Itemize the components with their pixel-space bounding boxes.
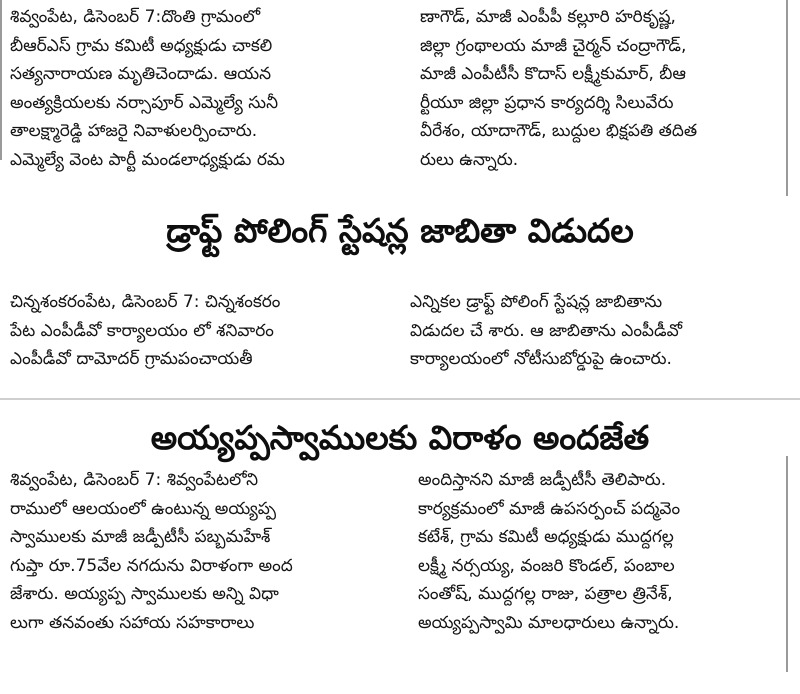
text-line: గుప్తా రూ.75వేల నగదును విరాళంగా అంద	[10, 555, 293, 576]
text-line: వీరేశం, యాదాగౌడ్, బుద్దుల భిక్షపతి తదిత	[420, 121, 698, 141]
text-line: లక్ష్మీ నర్సయ్య, వంజరి కొండల్, పంబాల	[418, 555, 675, 576]
text-line: అంత్యక్రియలకు నర్సాపూర్ ఎమ్మెల్యే సునీ	[10, 92, 278, 113]
text-line: ణాగౌడ్, మాజీ ఎంపీపీ కల్లూరి హరికృష్ణ,	[420, 7, 676, 27]
article2-headline: డ్రాఫ్ట్ పోలింగ్ స్టేషన్ల జాబితా విడుదల	[166, 211, 634, 250]
text-line: కార్యాలయంలో నోటీసుబోర్డుపై ఉంచారు.	[410, 349, 672, 369]
article3-left-column	[10, 466, 385, 637]
text-line: బీఆర్ఎస్ గ్రామ కమిటీ అధ్యక్షుడు చాకలి	[10, 35, 273, 56]
text-line: చిన్నశంకరంపేట, డిసెంబర్ 7: చిన్నశంకరం	[10, 292, 281, 312]
text-line: స్వాములకు మాజీ జడ్పీటీసీ పబ్బమహేశ్	[10, 527, 271, 547]
text-line: రులు ఉన్నారు.	[420, 149, 519, 170]
text-line: అయ్యప్పస్వామి మాలధారులు ఉన్నారు.	[418, 612, 680, 633]
article2-right-column	[410, 288, 780, 374]
article3-right-column	[418, 466, 788, 637]
column-divider	[0, 0, 2, 160]
text-line: లుగా తనవంతు సహాయ సహకారాలు	[10, 612, 255, 633]
text-line: సంతోష్, ముద్దగల్ల రాజు, పత్రాల త్రినేశ్,	[418, 584, 673, 604]
column-divider	[786, 0, 788, 196]
section1-left-column	[10, 3, 385, 174]
text-line: శివ్వంపేట, డిసెంబర్ 7:దొంతి గ్రామంలో	[10, 7, 261, 27]
section1-right-column	[420, 3, 790, 174]
text-line: పేట ఎంపీడీవో కార్యాలయం లో శనివారం	[10, 320, 274, 341]
text-line: మాజీ ఎంపీటీసీ కొదాస్ లక్ష్మీకుమార్, బీఆ	[420, 64, 686, 84]
article2-left-column	[10, 288, 385, 374]
text-line: కార్యక్రమంలో మాజీ ఉపసర్పంచ్ పద్మవెం	[418, 498, 681, 519]
article3-headline: అయ్యప్పస్వాములకు విరాళం అందజేత	[150, 418, 650, 457]
text-line: ర్టీయూ జిల్లా ప్రధాన కార్యదర్శి సిలువేరు	[420, 92, 674, 113]
text-line: కటేశ్, గ్రామ కమిటీ అధ్యక్షుడు ముద్దగల్ల	[418, 527, 674, 547]
column-divider	[786, 456, 788, 672]
text-line: తాలక్ష్మారెడ్డి హాజరై నివాళులర్పించారు.	[10, 121, 258, 141]
text-line: అందిస్తానని మాజీ జడ్పీటీసీ తెలిపారు.	[418, 470, 667, 490]
article-separator	[0, 398, 800, 400]
text-line: ఎంపీడీవో దామోదర్ గ్రామపంచాయతీ	[10, 349, 253, 369]
text-line: జిల్లా గ్రంథాలయ మాజీ చైర్మన్ చంద్రాగౌడ్,	[420, 35, 687, 56]
text-line: జేశారు. అయ్యప్ప స్వాములకు అన్ని విధా	[10, 584, 279, 604]
text-line: విడుదల చే శారు. ఆ జాబితాను ఎంపీడీవో	[410, 320, 683, 341]
text-line: ఎన్నికల డ్రాఫ్ట్ పోలింగ్ స్టేషన్ల జాబితాను	[410, 292, 663, 312]
text-line: రాములో ఆలయంలో ఉంటున్న అయ్యప్ప	[10, 498, 277, 519]
text-line: సత్యనారాయణ మృతిచెందాడు. ఆయన	[10, 64, 272, 84]
text-line: శివ్వంపేట, డిసెంబర్ 7: శివ్వంపేటలోని	[10, 470, 259, 490]
text-line: ఎమ్మెల్యే వెంట పార్టీ మండలాధ్యక్షుడు రమ	[10, 149, 285, 170]
